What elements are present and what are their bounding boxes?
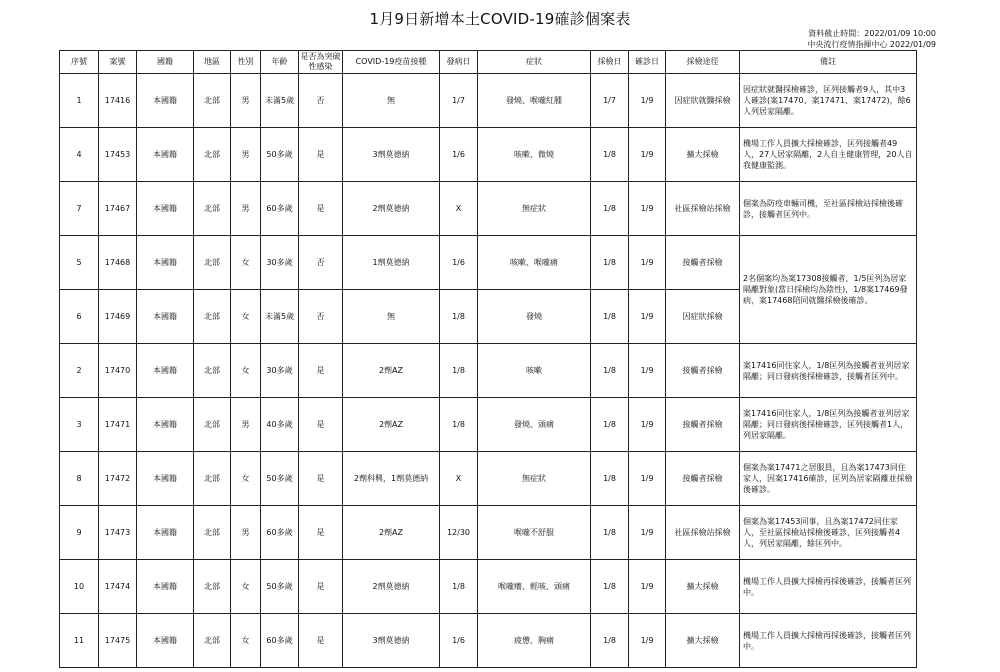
table-cell: 10 bbox=[60, 560, 99, 614]
table-cell: 無 bbox=[343, 290, 440, 344]
table-cell: 北部 bbox=[194, 344, 231, 398]
col-header: 序號 bbox=[60, 51, 99, 74]
remark-cell: 個案為案17453同事，且為案17472同住家人，至社區採檢站採檢後確診，匡列接觸者4人，列居家隔離，餘匡列中。 bbox=[740, 506, 917, 560]
table-cell: 本國籍 bbox=[137, 182, 194, 236]
table-cell: 1/8 bbox=[591, 614, 629, 668]
table-cell: 本國籍 bbox=[137, 506, 194, 560]
table-cell: 北部 bbox=[194, 614, 231, 668]
table-cell: 男 bbox=[231, 398, 261, 452]
table-row bbox=[60, 344, 917, 398]
table-cell: 1/8 bbox=[591, 560, 629, 614]
remark-cell: 2名個案均為案17308接觸者，1/5匡列為居家隔離對象(當日採檢均為陰性)，1/8案17469發病，案17468陪同就醫採檢後確診。 bbox=[740, 236, 917, 344]
table-cell: 1/8 bbox=[591, 128, 629, 182]
table-cell: 17473 bbox=[99, 506, 137, 560]
table-cell: 本國籍 bbox=[137, 74, 194, 128]
table-row bbox=[60, 182, 917, 236]
table-cell: 接觸者採檢 bbox=[666, 452, 740, 506]
table-cell: 女 bbox=[231, 614, 261, 668]
table-cell: 17471 bbox=[99, 398, 137, 452]
table-cell: 未滿5歲 bbox=[261, 74, 299, 128]
header-row bbox=[60, 51, 917, 74]
table-cell: 60多歲 bbox=[261, 182, 299, 236]
table-cell: X bbox=[440, 452, 478, 506]
col-header: 是否為突破性感染 bbox=[299, 51, 343, 74]
table-cell: 1/9 bbox=[629, 74, 666, 128]
table-cell: 疲憊、胸痛 bbox=[478, 614, 591, 668]
table-cell: 1/9 bbox=[629, 614, 666, 668]
table-cell: 1/8 bbox=[591, 182, 629, 236]
table-cell: 是 bbox=[299, 560, 343, 614]
table-cell: 8 bbox=[60, 452, 99, 506]
table-cell: 本國籍 bbox=[137, 128, 194, 182]
table-cell: 4 bbox=[60, 128, 99, 182]
table-cell: 2劑莫德納 bbox=[343, 182, 440, 236]
page-title: 1月9日新增本土COVID-19確診個案表 bbox=[369, 10, 631, 28]
table-cell: 1/6 bbox=[440, 128, 478, 182]
table-cell: 北部 bbox=[194, 506, 231, 560]
table-cell: 北部 bbox=[194, 290, 231, 344]
table-cell: 社區採檢站採檢 bbox=[666, 506, 740, 560]
table-cell: 3劑莫德納 bbox=[343, 128, 440, 182]
table-cell: 1/8 bbox=[440, 344, 478, 398]
table-cell: 1/9 bbox=[629, 506, 666, 560]
table-cell: 發燒、頭痛 bbox=[478, 398, 591, 452]
col-header: 備註 bbox=[740, 51, 917, 74]
table-cell: 男 bbox=[231, 506, 261, 560]
table-cell: 2劑AZ bbox=[343, 344, 440, 398]
table-cell: 2劑AZ bbox=[343, 398, 440, 452]
table-cell: 6 bbox=[60, 290, 99, 344]
table-row bbox=[60, 398, 917, 452]
table-cell: 1劑莫德納 bbox=[343, 236, 440, 290]
table-cell: 5 bbox=[60, 236, 99, 290]
col-header: 採檢日 bbox=[591, 51, 629, 74]
table-cell: 1/8 bbox=[440, 398, 478, 452]
table-cell: 本國籍 bbox=[137, 452, 194, 506]
table-cell: 北部 bbox=[194, 398, 231, 452]
table-cell: 喉嚨癢、輕咳、頭痛 bbox=[478, 560, 591, 614]
remark-cell: 個案為防疫車輛司機，至社區採檢站採檢後確診，接觸者匡列中。 bbox=[740, 182, 917, 236]
table-cell: 1/7 bbox=[591, 74, 629, 128]
table-cell: 發燒 bbox=[478, 290, 591, 344]
table-cell: 擴大採檢 bbox=[666, 614, 740, 668]
table-cell: 1 bbox=[60, 74, 99, 128]
table-row bbox=[60, 236, 917, 290]
col-header: 國籍 bbox=[137, 51, 194, 74]
col-header: 地區 bbox=[194, 51, 231, 74]
table-cell: 17416 bbox=[99, 74, 137, 128]
table-cell: 接觸者採檢 bbox=[666, 398, 740, 452]
table-cell: 60多歲 bbox=[261, 506, 299, 560]
table-cell: 女 bbox=[231, 344, 261, 398]
col-header: 案號 bbox=[99, 51, 137, 74]
table-cell: 17470 bbox=[99, 344, 137, 398]
table-row bbox=[60, 506, 917, 560]
table-cell: 咳嗽、喉嚨痛 bbox=[478, 236, 591, 290]
table-cell: 未滿5歲 bbox=[261, 290, 299, 344]
table-cell: 30多歲 bbox=[261, 236, 299, 290]
table-cell: 1/8 bbox=[591, 452, 629, 506]
table-cell: 無症狀 bbox=[478, 182, 591, 236]
table-cell: 17472 bbox=[99, 452, 137, 506]
table-cell: 50多歲 bbox=[261, 452, 299, 506]
table-row bbox=[60, 128, 917, 182]
table-cell: 男 bbox=[231, 74, 261, 128]
table-cell: 2劑莫德納 bbox=[343, 560, 440, 614]
table-cell: 1/8 bbox=[440, 290, 478, 344]
table-cell: 是 bbox=[299, 614, 343, 668]
table-cell: 17468 bbox=[99, 236, 137, 290]
table-cell: 3劑莫德納 bbox=[343, 614, 440, 668]
table-cell: 1/6 bbox=[440, 236, 478, 290]
table-cell: 1/8 bbox=[591, 236, 629, 290]
table-cell: 北部 bbox=[194, 182, 231, 236]
table-cell: 17469 bbox=[99, 290, 137, 344]
table-cell: 咳嗽 bbox=[478, 344, 591, 398]
table-cell: 1/8 bbox=[591, 506, 629, 560]
table-cell: 本國籍 bbox=[137, 398, 194, 452]
col-header: 年齡 bbox=[261, 51, 299, 74]
table-cell: 11 bbox=[60, 614, 99, 668]
table-cell: 1/6 bbox=[440, 614, 478, 668]
table-cell: 1/8 bbox=[591, 290, 629, 344]
table-cell: 因症狀就醫採檢 bbox=[666, 74, 740, 128]
table-cell: 擴大採檢 bbox=[666, 128, 740, 182]
table-cell: 1/9 bbox=[629, 236, 666, 290]
table-cell: 17474 bbox=[99, 560, 137, 614]
table-cell: 是 bbox=[299, 452, 343, 506]
table-cell: 1/7 bbox=[440, 74, 478, 128]
table-cell: 2劑AZ bbox=[343, 506, 440, 560]
table-cell: 北部 bbox=[194, 128, 231, 182]
table-cell: 是 bbox=[299, 344, 343, 398]
table-cell: 本國籍 bbox=[137, 290, 194, 344]
table-cell: 咳嗽、微燒 bbox=[478, 128, 591, 182]
report-meta bbox=[807, 28, 936, 50]
table-cell: 男 bbox=[231, 182, 261, 236]
table-cell: 12/30 bbox=[440, 506, 478, 560]
table-cell: 北部 bbox=[194, 560, 231, 614]
remark-cell: 機場工作人員擴大採檢再採後確診，接觸者匡列中。 bbox=[740, 560, 917, 614]
col-header: 症狀 bbox=[478, 51, 591, 74]
col-header: 採檢途徑 bbox=[666, 51, 740, 74]
table-cell: 接觸者採檢 bbox=[666, 344, 740, 398]
table-cell: 1/9 bbox=[629, 182, 666, 236]
table-cell: 女 bbox=[231, 290, 261, 344]
table-cell: 2 bbox=[60, 344, 99, 398]
table-cell: 1/9 bbox=[629, 398, 666, 452]
remark-cell: 機場工作人員擴大採檢確診，匡列接觸者49人，27人居家隔離，2人自主健康管理，20人自我健康監測。 bbox=[740, 128, 917, 182]
table-cell: 喉嚨不舒服 bbox=[478, 506, 591, 560]
remark-cell: 個案為案17471之居服員，且為案17473同住家人，因案17416確診，匡列為居家隔離並採檢後確診。 bbox=[740, 452, 917, 506]
table-cell: 1/9 bbox=[629, 452, 666, 506]
case-table bbox=[59, 50, 917, 668]
table-cell: 30多歲 bbox=[261, 344, 299, 398]
table-cell: 7 bbox=[60, 182, 99, 236]
table-row bbox=[60, 452, 917, 506]
table-cell: 9 bbox=[60, 506, 99, 560]
table-cell: 發燒、喉嚨紅腫 bbox=[478, 74, 591, 128]
table-cell: 2劑科興，1劑莫德納 bbox=[343, 452, 440, 506]
table-cell: 3 bbox=[60, 398, 99, 452]
table-cell: 1/8 bbox=[591, 398, 629, 452]
table-cell: 無症狀 bbox=[478, 452, 591, 506]
table-cell: 50多歲 bbox=[261, 560, 299, 614]
table-cell: 是 bbox=[299, 506, 343, 560]
table-row bbox=[60, 614, 917, 668]
table-cell: 60多歲 bbox=[261, 614, 299, 668]
table-cell: 社區採檢站採檢 bbox=[666, 182, 740, 236]
table-cell: 17467 bbox=[99, 182, 137, 236]
table-cell: 接觸者採檢 bbox=[666, 236, 740, 290]
table-cell: 本國籍 bbox=[137, 560, 194, 614]
remark-cell: 因症狀就醫採檢確診，匡列接觸者9人，其中3人確診(案17470、案17471、案17472)，餘6人列居家隔離。 bbox=[740, 74, 917, 128]
table-cell: 否 bbox=[299, 290, 343, 344]
table-cell: 否 bbox=[299, 74, 343, 128]
table-cell: 1/9 bbox=[629, 128, 666, 182]
remark-cell: 案17416同住家人，1/8匡列為接觸者並列居家隔離；同日發病後採檢確診，接觸者匡列中。 bbox=[740, 344, 917, 398]
table-cell: 1/9 bbox=[629, 560, 666, 614]
col-header: COVID-19疫苗接種 bbox=[343, 51, 440, 74]
remark-cell: 案17416同住家人，1/8匡列為接觸者並列居家隔離；同日發病後採檢確診，匡列接觸者1人，列居家隔離。 bbox=[740, 398, 917, 452]
table-cell: 北部 bbox=[194, 452, 231, 506]
table-cell: 是 bbox=[299, 398, 343, 452]
table-cell: 擴大採檢 bbox=[666, 560, 740, 614]
table-cell: 本國籍 bbox=[137, 236, 194, 290]
table-cell: 女 bbox=[231, 452, 261, 506]
table-cell: 北部 bbox=[194, 74, 231, 128]
table-row bbox=[60, 74, 917, 128]
table-cell: 本國籍 bbox=[137, 614, 194, 668]
table-row bbox=[60, 560, 917, 614]
table-cell: 1/9 bbox=[629, 344, 666, 398]
table-cell: 50多歲 bbox=[261, 128, 299, 182]
source-agency: 中央流行疫情指揮中心 2022/01/09 bbox=[807, 40, 936, 49]
table-cell: 17475 bbox=[99, 614, 137, 668]
table-cell: 北部 bbox=[194, 236, 231, 290]
table-cell: 本國籍 bbox=[137, 344, 194, 398]
table-cell: 40多歲 bbox=[261, 398, 299, 452]
table-cell: 男 bbox=[231, 128, 261, 182]
table-cell: X bbox=[440, 182, 478, 236]
cutoff-time: 資料截止時間：2022/01/09 10:00 bbox=[808, 29, 936, 38]
table-cell: 是 bbox=[299, 182, 343, 236]
table-cell: 女 bbox=[231, 560, 261, 614]
table-cell: 17453 bbox=[99, 128, 137, 182]
col-header: 確診日 bbox=[629, 51, 666, 74]
table-cell: 因症狀採檢 bbox=[666, 290, 740, 344]
col-header: 性別 bbox=[231, 51, 261, 74]
table-cell: 無 bbox=[343, 74, 440, 128]
remark-cell: 機場工作人員擴大採檢再採後確診，接觸者匡列中。 bbox=[740, 614, 917, 668]
table-cell: 1/9 bbox=[629, 290, 666, 344]
col-header: 發病日 bbox=[440, 51, 478, 74]
table-cell: 女 bbox=[231, 236, 261, 290]
table-cell: 否 bbox=[299, 236, 343, 290]
table-cell: 1/8 bbox=[591, 344, 629, 398]
table-cell: 1/8 bbox=[440, 560, 478, 614]
table-cell: 是 bbox=[299, 128, 343, 182]
